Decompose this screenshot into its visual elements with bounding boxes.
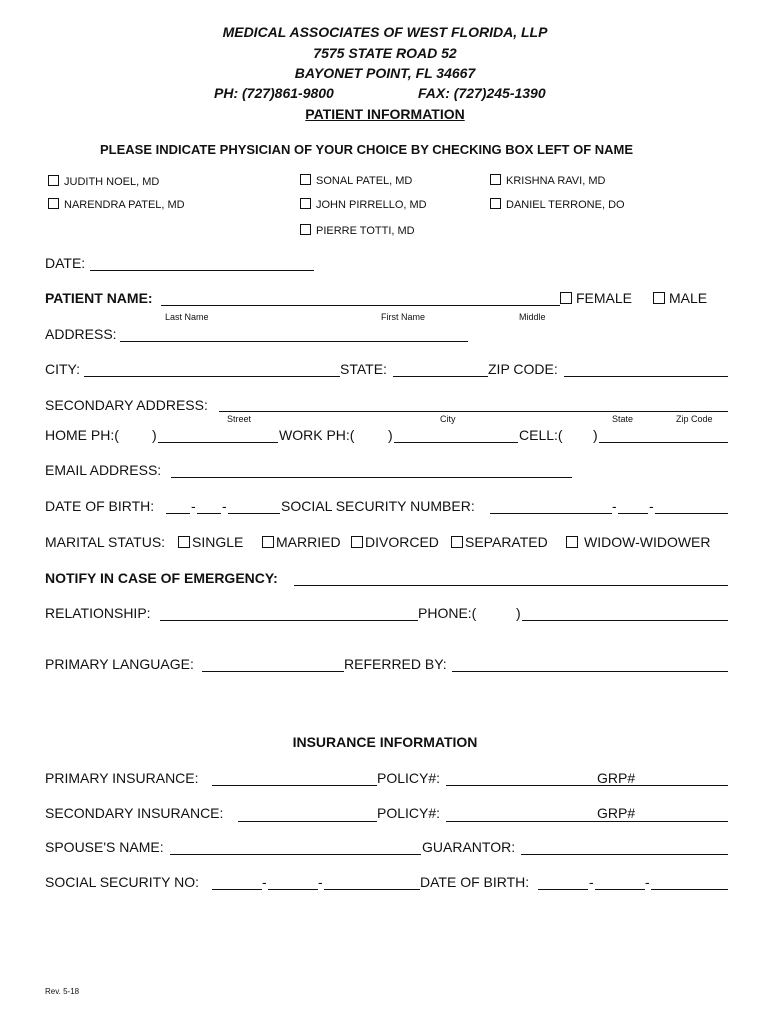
emergency-label: NOTIFY IN CASE OF EMERGENCY: <box>45 570 278 586</box>
guarantor-label: GUARANTOR: <box>422 839 516 855</box>
org-fax: FAX: (727)245-1390 <box>418 85 546 101</box>
primary-language-field[interactable] <box>202 671 344 672</box>
secondary-grp-label: GRP# <box>597 805 636 821</box>
zip-label: ZIP CODE: <box>488 361 558 377</box>
org-name: MEDICAL ASSOCIATES OF WEST FLORIDA, LLP <box>222 24 548 40</box>
referred-by-field[interactable] <box>452 671 728 672</box>
date-field[interactable] <box>90 270 314 271</box>
city-caption: City <box>440 414 456 424</box>
referred-by-label: REFERRED BY: <box>344 656 447 672</box>
emergency-phone-field[interactable] <box>522 620 728 621</box>
physician-option[interactable]: KRISHNA RAVI, MD <box>490 174 605 187</box>
insurance-ssn-dash: - <box>262 874 267 890</box>
checkbox-icon[interactable] <box>490 174 501 185</box>
checkbox-icon[interactable] <box>653 292 665 304</box>
first-name-caption: First Name <box>381 312 426 322</box>
relationship-field[interactable] <box>160 620 418 621</box>
cell-phone-label: CELL:( <box>519 427 563 443</box>
emergency-phone-paren: ) <box>516 605 521 621</box>
home-phone-field[interactable] <box>158 442 278 443</box>
emergency-phone-label: PHONE:( <box>418 605 477 621</box>
spouse-name-label: SPOUSE'S NAME: <box>45 839 164 855</box>
marital-option-single[interactable]: SINGLE <box>178 534 243 550</box>
patient-name-field[interactable] <box>161 305 560 306</box>
spouse-name-field[interactable] <box>170 854 421 855</box>
primary-policy-label: POLICY#: <box>377 770 441 786</box>
insurance-dob-day-field[interactable] <box>595 889 645 890</box>
checkbox-icon[interactable] <box>300 198 311 209</box>
secondary-address-field[interactable] <box>219 411 728 412</box>
marital-option-married[interactable]: MARRIED <box>262 534 341 550</box>
zip-caption: Zip Code <box>676 414 713 424</box>
org-city: BAYONET POINT, FL 34667 <box>294 65 476 81</box>
middle-caption: Middle <box>519 312 546 322</box>
primary-insurance-label: PRIMARY INSURANCE: <box>45 770 199 786</box>
dob-label: DATE OF BIRTH: <box>45 498 155 514</box>
checkbox-icon[interactable] <box>262 536 274 548</box>
home-phone-label: HOME PH:( <box>45 427 119 443</box>
insurance-ssn-part2-field[interactable] <box>268 889 318 890</box>
state-label: STATE: <box>340 361 387 377</box>
checkbox-icon[interactable] <box>300 174 311 185</box>
zip-field[interactable] <box>564 376 728 377</box>
address-label: ADDRESS: <box>45 326 117 342</box>
work-phone-paren: ) <box>388 427 393 443</box>
cell-phone-paren: ) <box>593 427 598 443</box>
insurance-dob-year-field[interactable] <box>651 889 728 890</box>
marital-option-widow[interactable]: WIDOW-WIDOWER <box>566 534 711 550</box>
ssn-part1-field[interactable] <box>490 513 612 514</box>
primary-grp-label: GRP# <box>597 770 636 786</box>
ssn-label: SOCIAL SECURITY NUMBER: <box>281 498 475 514</box>
email-field[interactable] <box>171 477 572 478</box>
cell-phone-field[interactable] <box>599 442 728 443</box>
physician-option[interactable]: NARENDRA PATEL, MD <box>48 198 185 211</box>
ssn-part2-field[interactable] <box>618 513 648 514</box>
secondary-insurance-field[interactable] <box>238 821 377 822</box>
emergency-field[interactable] <box>294 585 728 586</box>
physician-option[interactable]: PIERRE TOTTI, MD <box>300 224 415 237</box>
insurance-dob-dash: - <box>589 874 594 890</box>
dob-dash: - <box>191 498 196 514</box>
checkbox-icon[interactable] <box>48 198 59 209</box>
state-caption: State <box>612 414 634 424</box>
physician-instruction: PLEASE INDICATE PHYSICIAN OF YOUR CHOICE BY CHECKING BOX LEFT OF NAME <box>100 142 634 157</box>
checkbox-icon[interactable] <box>351 536 363 548</box>
primary-language-label: PRIMARY LANGUAGE: <box>45 656 194 672</box>
secondary-address-label: SECONDARY ADDRESS: <box>45 397 208 413</box>
insurance-dob-dash: - <box>645 874 650 890</box>
city-label: CITY: <box>45 361 81 377</box>
street-caption: Street <box>227 414 252 424</box>
date-label: DATE: <box>45 255 86 271</box>
ssn-part3-field[interactable] <box>655 513 728 514</box>
dob-month-field[interactable] <box>166 513 190 514</box>
insurance-dob-month-field[interactable] <box>538 889 588 890</box>
dob-day-field[interactable] <box>197 513 221 514</box>
city-field[interactable] <box>84 376 340 377</box>
org-phone: PH: (727)861-9800 <box>214 85 334 101</box>
checkbox-icon[interactable] <box>490 198 501 209</box>
marital-option-separated[interactable]: SEPARATED <box>451 534 548 550</box>
checkbox-icon[interactable] <box>451 536 463 548</box>
physician-option[interactable]: JOHN PIRRELLO, MD <box>300 198 427 211</box>
marital-option-divorced[interactable]: DIVORCED <box>351 534 439 550</box>
insurance-ssn-dash: - <box>318 874 323 890</box>
patient-name-label: PATIENT NAME: <box>45 290 153 306</box>
checkbox-icon[interactable] <box>48 175 59 186</box>
marital-status-label: MARITAL STATUS: <box>45 534 166 550</box>
work-phone-label: WORK PH:( <box>279 427 355 443</box>
checkbox-icon[interactable] <box>300 224 311 235</box>
physician-option[interactable]: JUDITH NOEL, MD <box>48 175 159 188</box>
work-phone-field[interactable] <box>394 442 518 443</box>
physician-option[interactable]: SONAL PATEL, MD <box>300 174 412 187</box>
home-phone-paren: ) <box>152 427 157 443</box>
guarantor-field[interactable] <box>521 854 728 855</box>
checkbox-icon[interactable] <box>560 292 572 304</box>
address-field[interactable] <box>120 341 468 342</box>
page-title: PATIENT INFORMATION <box>305 106 465 122</box>
checkbox-icon[interactable] <box>566 536 578 548</box>
revision-note: Rev. 5-18 <box>45 987 80 996</box>
org-street: 7575 STATE ROAD 52 <box>313 45 457 61</box>
physician-option[interactable]: DANIEL TERRONE, DO <box>490 198 625 211</box>
male-option[interactable]: MALE <box>653 290 707 306</box>
ssn-dash: - <box>612 498 617 514</box>
checkbox-icon[interactable] <box>178 536 190 548</box>
dob-year-field[interactable] <box>228 513 280 514</box>
primary-insurance-field[interactable] <box>212 785 377 786</box>
email-label: EMAIL ADDRESS: <box>45 462 162 478</box>
insurance-ssn-part3-field[interactable] <box>324 889 420 890</box>
ssn-dash: - <box>649 498 654 514</box>
insurance-ssn-part1-field[interactable] <box>212 889 262 890</box>
insurance-title: INSURANCE INFORMATION <box>292 734 478 750</box>
female-option[interactable]: FEMALE <box>560 290 632 306</box>
secondary-policy-field[interactable] <box>446 821 728 822</box>
last-name-caption: Last Name <box>165 312 209 322</box>
relationship-label: RELATIONSHIP: <box>45 605 151 621</box>
insurance-ssn-label: SOCIAL SECURITY NO: <box>45 874 200 890</box>
secondary-policy-label: POLICY#: <box>377 805 441 821</box>
dob-dash: - <box>222 498 227 514</box>
insurance-dob-label: DATE OF BIRTH: <box>420 874 530 890</box>
state-field[interactable] <box>393 376 488 377</box>
primary-policy-field[interactable] <box>446 785 728 786</box>
secondary-insurance-label: SECONDARY INSURANCE: <box>45 805 224 821</box>
